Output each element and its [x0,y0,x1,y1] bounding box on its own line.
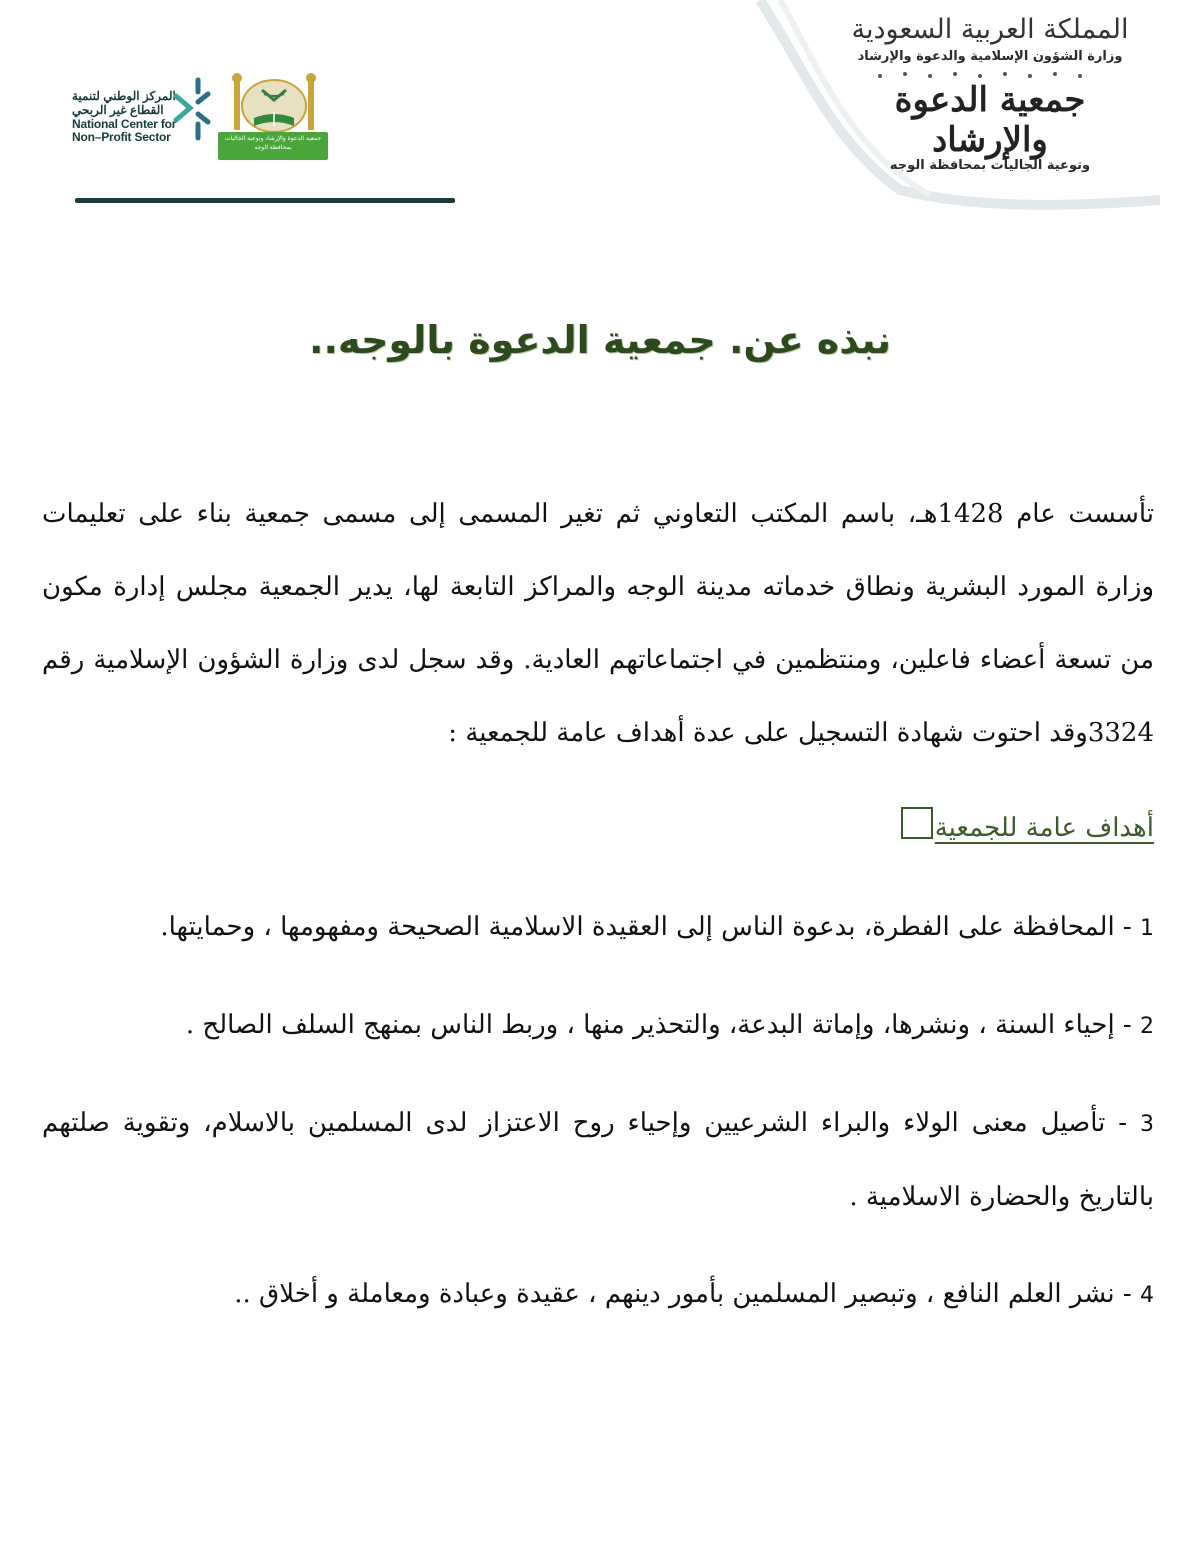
goal-item-1: 1 - المحافظة على الفطرة، بدعوة الناس إلى العقيدة الاسلامية الصحيحة ومفهومها ، وحمايتها. [160,912,1154,942]
goal-item-3: 3 - تأصيل معنى الولاء والبراء الشرعيين وإحياء روح الاعتزاز لدى المسلمين بالاسلام، وتقوية صلتهم بالتاريخ والحضارة الاسلامية . [42,1108,1154,1212]
ncnp-logo-text [72,90,182,145]
empty-checkbox-icon [901,807,933,839]
partner-logos [64,68,344,168]
goal-number: 2 [1140,1014,1154,1039]
ncnp-english-line2: Non–Profit Sector [72,130,171,145]
saudi-emblem-quran-icon [214,70,334,136]
goal-text: إحياء السنة ، ونشرها، وإماتة البدعة، والتحذير منها ، وربط الناس بمنهج السلف الصالح . [185,1010,1115,1040]
goal-text: نشر العلم النافع ، وتبصير المسلمين بأمور دينهم ، عقيدة وعبادة ومعاملة و أخلاق .. [234,1279,1115,1309]
association-name: جمعية الدعوة والإرشاد [894,80,1086,160]
goals-heading-text: أهداف عامة للجمعية [934,813,1154,843]
letterhead [0,0,1200,215]
ncnp-arrows-icon [168,74,216,144]
intro-paragraph: تأسست عام 1428هـ، باسم المكتب التعاوني ثم تغير المسمى إلى مسمى جمعية بناء على تعليمات وزارة المورد البشرية ونطاق خدماته مدينة الوجه والمراكز التابعة لها، يدير الجمعية مجلس إدارة مكون من تسعة أعضاء فاعلين، ومنتظمين في اجتماعاتهم العادية. وقد سجل لدى وزارة الشؤون الإسلامية رقم 3324وقد احتوت شهادة التسجيل على عدة أهداف عامة للجمعية : [42,499,1155,748]
ncnp-arabic-line1: المركز الوطني لتنمية [72,89,176,103]
kingdom-title: المملكة العربية السعودية [851,14,1129,45]
goal-number: 3 [1140,1112,1154,1137]
goal-number: 4 [1140,1283,1154,1308]
goal-text: تأصيل معنى الولاء والبراء الشرعيين وإحياء روح الاعتزاز لدى المسلمين بالاسلام، وتقوية صلتهم بالتاريخ والحضارة الاسلامية . [42,1108,1154,1212]
ministry-title: وزارة الشؤون الإسلامية والدعوة والإرشاد [857,49,1123,64]
association-letterhead [840,12,1140,172]
header-divider [75,198,455,203]
goal-item-4: 4 - نشر العلم النافع ، وتبصير المسلمين بأمور دينهم ، عقيدة وعبادة ومعاملة و أخلاق .. [234,1279,1154,1309]
ncnp-arabic-line2: القطاع غير الربحي [72,102,164,117]
page-title: نبذه عن. جمعية الدعوة بالوجه.. [309,318,891,362]
association-badge: جمعية الدعوة والإرشاد وتوعية الجاليات بمحافظة الوجه [218,132,328,160]
goal-item-2: 2 - إحياء السنة ، ونشرها، وإماتة البدعة، والتحذير منها ، وربط الناس بمنهج السلف الصالح . [185,1010,1154,1040]
ncnp-english-line1: National Center for [72,116,177,131]
goal-text: المحافظة على الفطرة، بدعوة الناس إلى العقيدة الاسلامية الصحيحة ومفهومها ، وحمايتها. [160,912,1115,942]
goal-number: 1 [1140,916,1154,941]
association-subtitle: وتوعية الجاليات بمحافظة الوجه [889,158,1091,173]
document-body [42,478,1154,1356]
goals-heading [42,798,1154,858]
goals-list [42,891,1154,1332]
